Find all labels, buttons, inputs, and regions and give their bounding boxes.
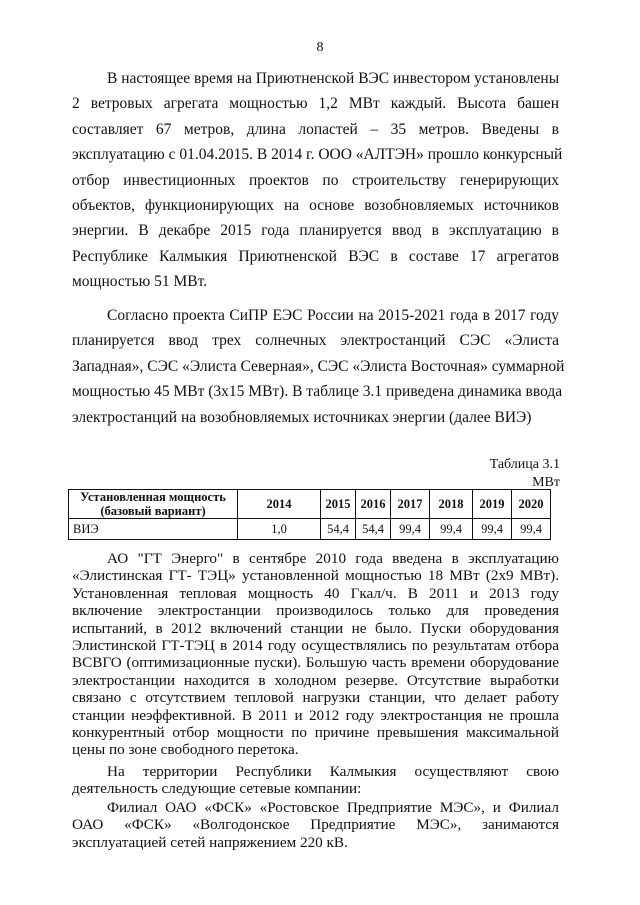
table-header-year: 2014 bbox=[238, 490, 321, 519]
text-line: Республике Калмыкия Приютненской ВЭС в составе 17 агрегатов bbox=[72, 247, 559, 265]
table-row-label: ВИЭ bbox=[69, 519, 238, 540]
table-unit: МВт bbox=[532, 475, 560, 490]
table-caption-title: Таблица 3.1 bbox=[489, 457, 560, 472]
table-header-year: 2020 bbox=[512, 490, 551, 519]
table-header-year: 2018 bbox=[430, 490, 473, 519]
paragraph-gt-energo bbox=[72, 550, 559, 759]
table-row bbox=[69, 519, 551, 540]
paragraph-fsk-branches bbox=[72, 799, 559, 851]
text-line: связано с отсутствием тепловой нагрузки станции, что делает работу bbox=[72, 689, 559, 707]
text-line: составляет 67 метров, длина лопастей – 35 метров. Введены в bbox=[72, 120, 559, 138]
text-line: Установленная тепловая мощность 40 Гкал/ч. В 2011 и 2013 году bbox=[72, 584, 559, 602]
paragraph-network-companies bbox=[72, 763, 559, 798]
text-line: «Элистинская ГТ- ТЭЦ» установленной мощностью 18 МВт (2х9 МВт). bbox=[72, 567, 559, 585]
text-line: Согласно проекта СиПР ЕЭС России на 2015-2021 года в 2017 году bbox=[107, 307, 559, 324]
text-line: ОАО «ФСК» «Волгодонское Предприятие МЭС», занимаются bbox=[72, 816, 559, 834]
text-line: цены по зоне свободного перетока. bbox=[72, 741, 299, 759]
table-cell: 99,4 bbox=[430, 519, 473, 540]
table-header-year: 2019 bbox=[473, 490, 512, 519]
table-cell: 54,4 bbox=[321, 519, 356, 540]
text-line: мощностью 51 МВт. bbox=[72, 273, 208, 291]
text-line: На территории Республики Калмыкия осуществляют свою bbox=[107, 763, 559, 780]
table-cell: 99,4 bbox=[512, 519, 551, 540]
text-line: В настоящее время на Приютненской ВЭС инвестором установлены bbox=[107, 70, 560, 87]
table-cell: 1,0 bbox=[238, 519, 321, 540]
text-line: планируется ввод трех солнечных электростанций СЭС «Элиста bbox=[72, 332, 559, 350]
table-cell: 99,4 bbox=[391, 519, 430, 540]
table-header-row bbox=[69, 490, 551, 519]
text-line: Филиал ОАО «ФСК» «Ростовское Предприятие МЭС», и Филиал bbox=[107, 799, 559, 816]
text-line: эксплуатацию с 01.04.2015. В 2014 г. ООО «АЛТЭН» прошло конкурсный bbox=[72, 146, 563, 164]
table-caption bbox=[490, 456, 560, 492]
text-line: энергии. В декабре 2015 года планируется ввод в эксплуатацию в bbox=[72, 222, 559, 240]
text-line: Западная», СЭС «Элиста Северная», СЭС «Элиста Восточная» суммарной bbox=[72, 357, 565, 375]
text-line: включение электростанции производилось только для проведения bbox=[72, 602, 559, 620]
text-line: Элистинской ГТ-ТЭЦ в 2014 году осуществлялись по результатам отбора bbox=[72, 637, 559, 655]
table-header-year: 2015 bbox=[321, 490, 356, 519]
text-line: испытаний, в 2012 включений станции не было. Пуски оборудования bbox=[72, 619, 559, 637]
table-cell: 99,4 bbox=[473, 519, 512, 540]
text-line: конкурентный отбор мощности по причине превышения максимальной bbox=[72, 724, 559, 742]
text-line: АО "ГТ Энерго" в сентябре 2010 года введена в эксплуатацию bbox=[107, 550, 559, 567]
table-cell: 54,4 bbox=[356, 519, 391, 540]
table-header-year: 2016 bbox=[356, 490, 391, 519]
renewables-table bbox=[68, 489, 551, 540]
text-line: мощностью 45 МВт (3х15 МВт). В таблице 3.1 приведена динамика ввода bbox=[72, 383, 563, 401]
text-line: деятельность следующие сетевые компании: bbox=[72, 780, 362, 798]
text-line: ВСВГО (оптимизационные пуски). Большую часть времени оборудование bbox=[72, 654, 559, 672]
text-line: 2 ветровых агрегата мощностью 1,2 МВт каждый. Высота башен bbox=[72, 95, 559, 113]
page-number: 8 bbox=[316, 40, 324, 55]
paragraph-aivaz-wind-farm bbox=[72, 66, 563, 295]
text-line: объектов, функционирующих на основе возобновляемых источников bbox=[72, 197, 559, 215]
text-line: электростанции находится в холодном резерве. Отсутствие выработки bbox=[72, 671, 559, 689]
text-line: станции неэффективной. В 2011 и 2012 году электростанция не прошла bbox=[72, 706, 559, 724]
text-line: электростанций на возобновляемых источниках энергии (далее ВИЭ) bbox=[72, 408, 532, 426]
paragraph-solar-plants bbox=[72, 303, 565, 430]
text-line: эксплуатацией сетей напряжением 220 кВ. bbox=[72, 833, 348, 851]
table-header-year: 2017 bbox=[391, 490, 430, 519]
text-line: отбор инвестиционных проектов по строительству генерирующих bbox=[72, 171, 559, 189]
table-header-label: Установленная мощность (базовый вариант) bbox=[69, 490, 238, 519]
